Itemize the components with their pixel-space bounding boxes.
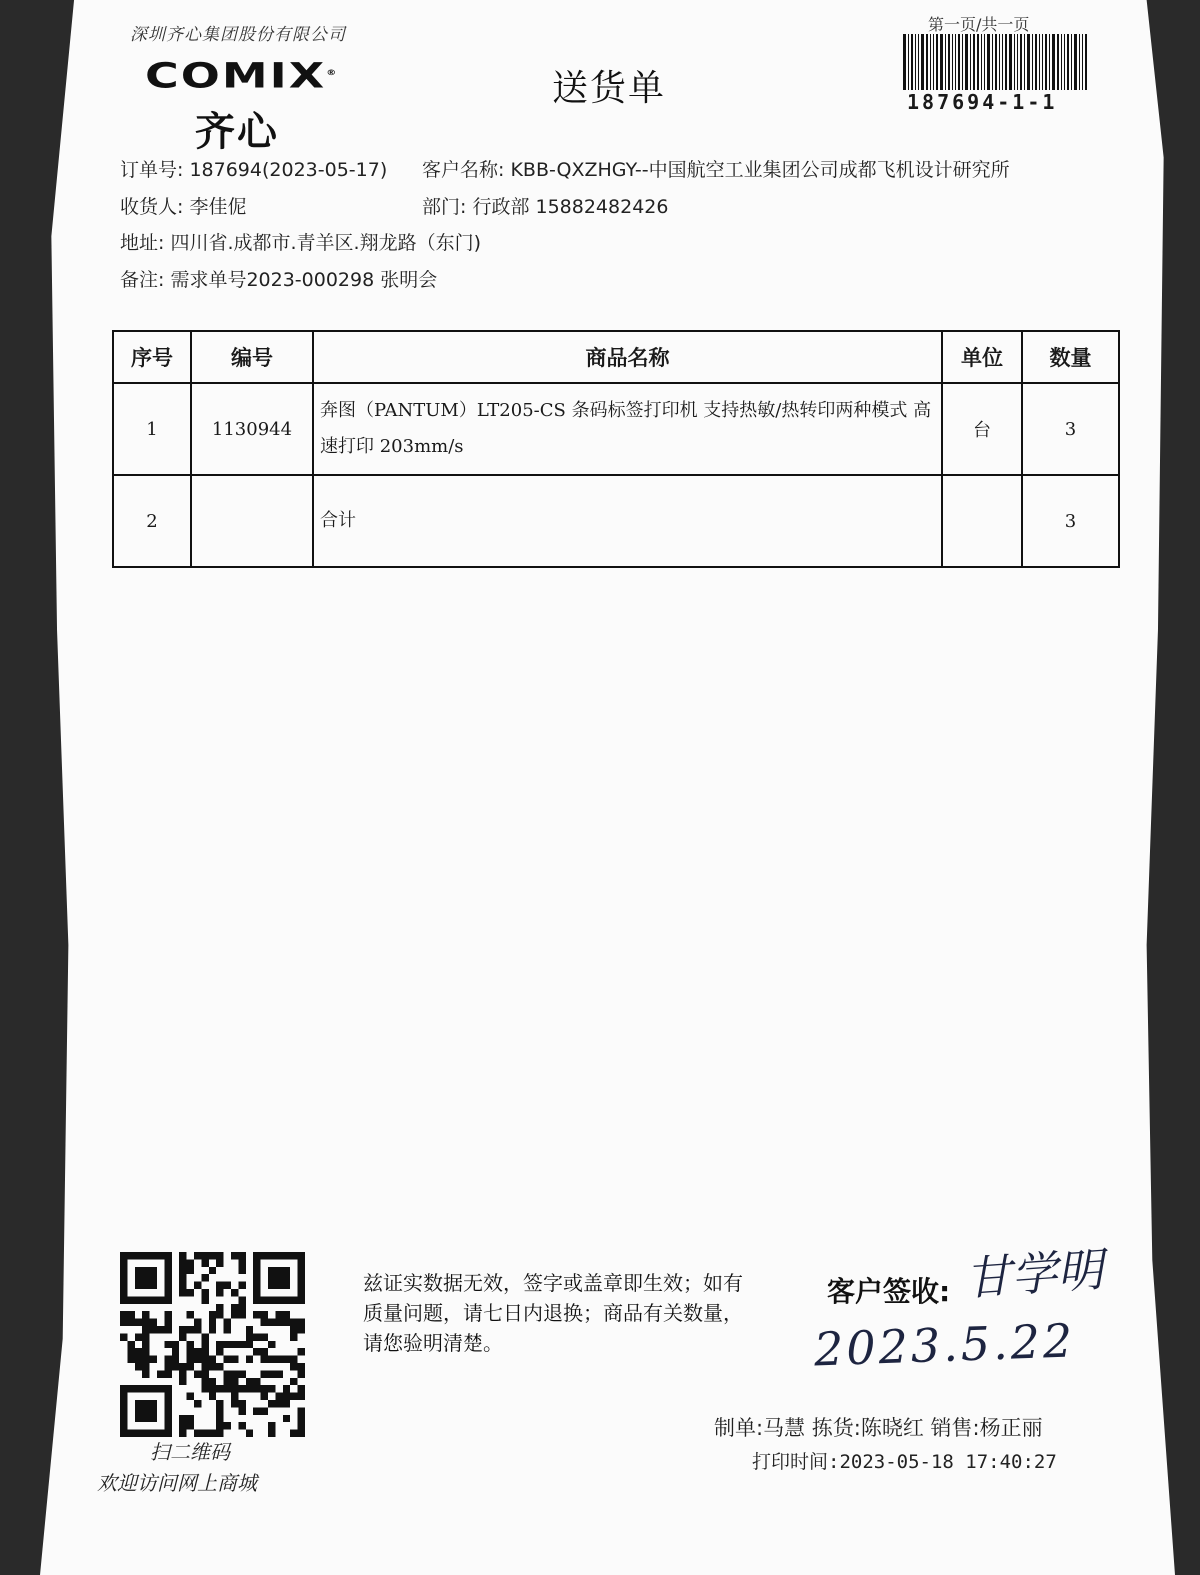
address: 地址: 四川省.成都市.青羊区.翔龙路（东门) xyxy=(120,232,481,254)
cell-unit xyxy=(942,475,1022,567)
qr-caption: 扫二维码 xyxy=(150,1440,230,1464)
staff-info: 制单:马慧 拣货:陈晓红 销售:杨正丽 xyxy=(714,1416,1043,1440)
comix-logo: COMIX® xyxy=(145,55,339,96)
order-number: 订单号: 187694(2023-05-17) xyxy=(120,159,388,181)
cell-qty: 3 xyxy=(1022,475,1119,567)
comix-logo-chinese: 齐心 xyxy=(195,109,279,155)
customer-name: 客户名称: KBB-QXZHGY--中国航空工业集团公司成都飞机设计研究所 xyxy=(422,159,1010,181)
cell-name: 合计 xyxy=(313,475,942,567)
col-header-name: 商品名称 xyxy=(313,331,942,383)
col-header-qty: 数量 xyxy=(1022,331,1119,383)
customer-sign-label: 客户签收: xyxy=(827,1275,951,1308)
department: 部门: 行政部 15882482426 xyxy=(422,196,669,218)
barcode xyxy=(903,34,1115,90)
cell-code: 1130944 xyxy=(191,383,313,475)
table-header-row xyxy=(113,331,1119,383)
cell-seq: 1 xyxy=(113,383,191,475)
print-time: 打印时间:2023-05-18 17:40:27 xyxy=(752,1451,1057,1473)
cell-seq: 2 xyxy=(113,475,191,567)
table-row xyxy=(113,383,1119,475)
remark: 备注: 需求单号2023-000298 张明会 xyxy=(120,269,438,291)
col-header-code: 编号 xyxy=(191,331,313,383)
barcode-number: 187694-1-1 xyxy=(907,90,1058,114)
col-header-seq: 序号 xyxy=(113,331,191,383)
qr-caption-mall: 欢迎访问网上商城 xyxy=(97,1471,257,1495)
col-header-unit: 单位 xyxy=(942,331,1022,383)
page-info: 第一页/共一页 xyxy=(928,15,1030,34)
cell-name: 奔图（PANTUM）LT205-CS 条码标签打印机 支持热敏/热转印两种模式 高速打印 203mm/s xyxy=(313,383,942,475)
notice-text: 兹证实数据无效，签字或盖章即生效；如有质量问题，请七日内退换；商品有关数量，请您验明清楚。 xyxy=(363,1271,743,1355)
items-table xyxy=(112,330,1120,568)
cell-unit: 台 xyxy=(942,383,1022,475)
cell-code xyxy=(191,475,313,567)
receiver: 收货人: 李佳伲 xyxy=(120,196,247,218)
cell-qty: 3 xyxy=(1022,383,1119,475)
qr-code[interactable] xyxy=(120,1252,305,1437)
customer-signature: 甘学明 xyxy=(963,1242,1105,1306)
document-title: 送货单 xyxy=(552,68,667,109)
table-row xyxy=(113,475,1119,567)
sign-date: 2023.5.22 xyxy=(813,1313,1076,1377)
company-name: 深圳齐心集团股份有限公司 xyxy=(130,25,346,45)
